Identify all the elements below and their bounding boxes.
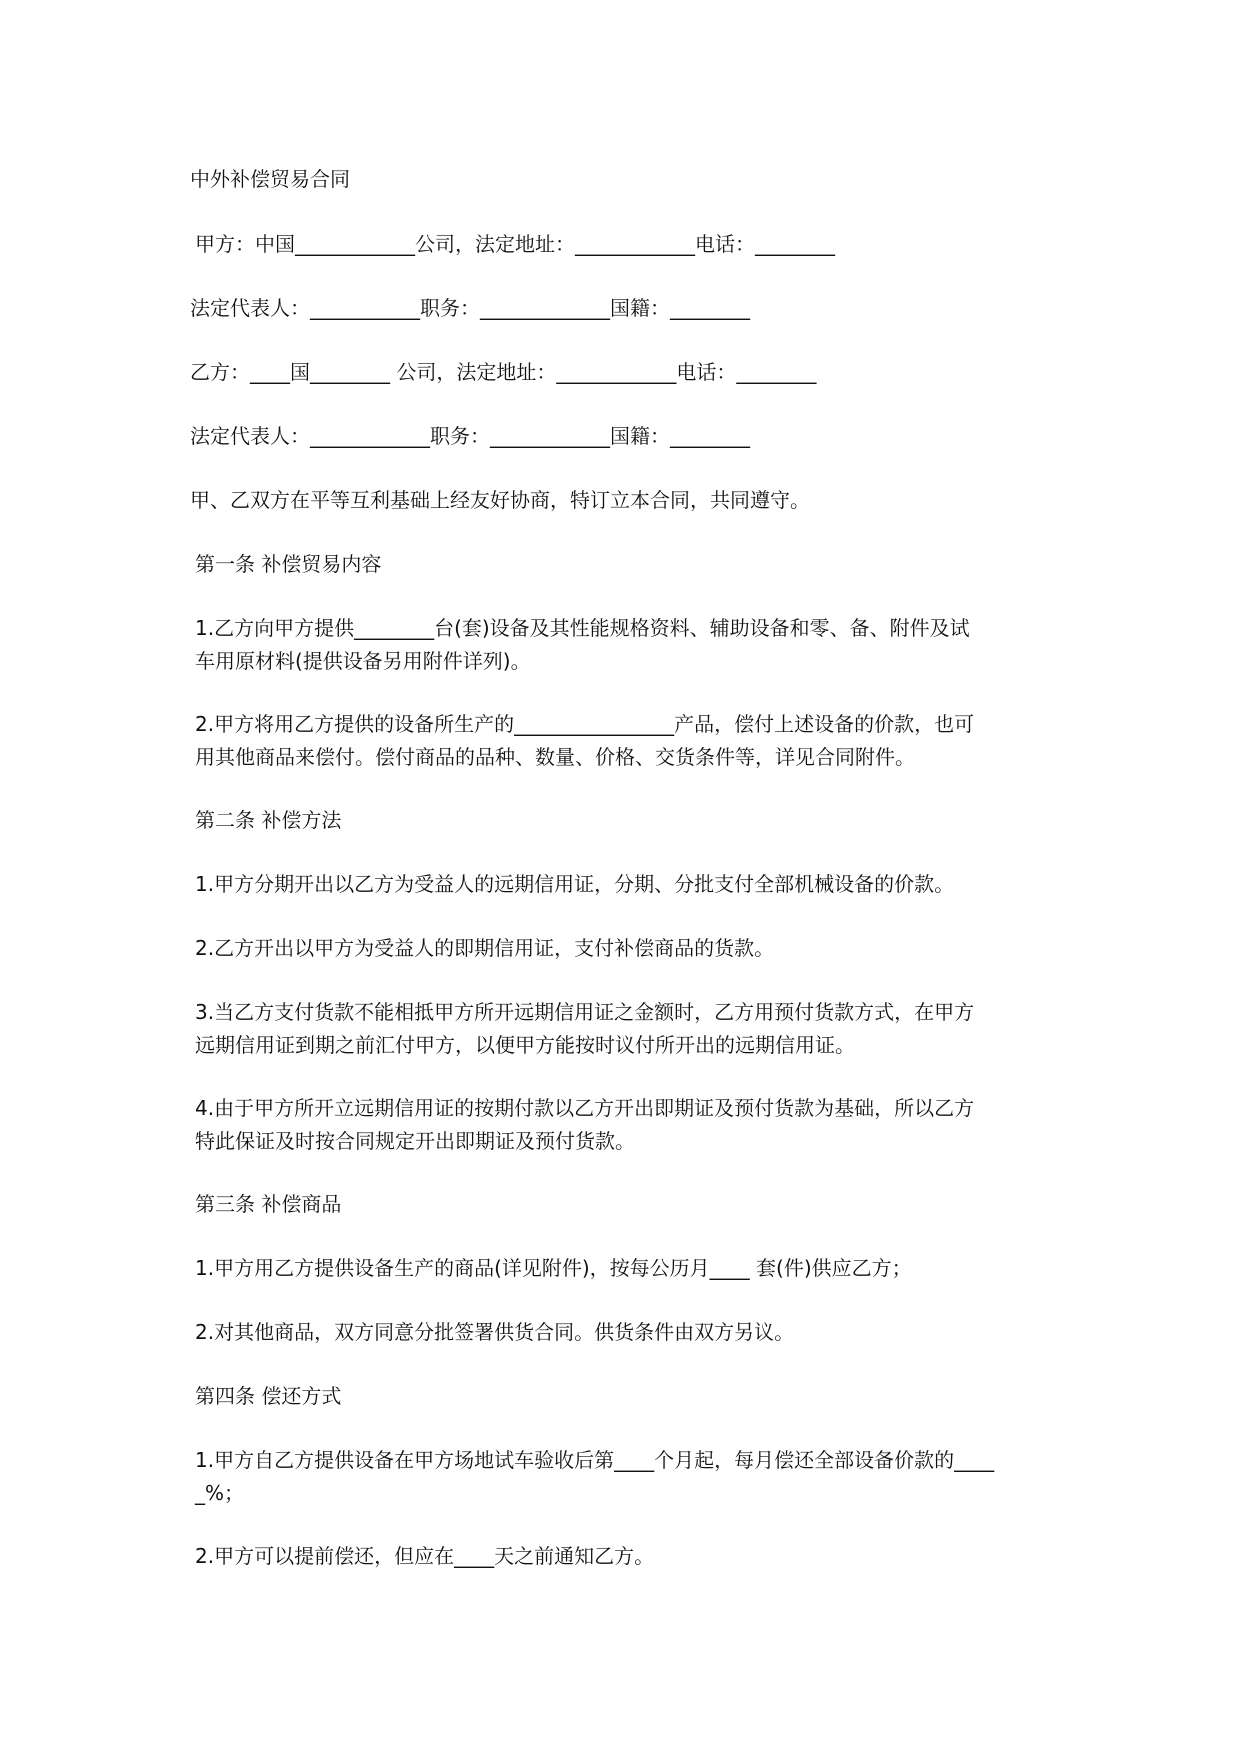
article-4-clause-2: 2.甲方可以提前偿还，但应在____天之前通知乙方。 [195,1544,655,1568]
article-3-clause-2: 2.对其他商品，双方同意分批签署供货合同。供货条件由双方另议。 [195,1320,795,1344]
article-2-clause-4: 4.由于甲方所开立远期信用证的按期付款以乙方开出即期证及预付货款为基础，所以乙方 特此保证及时按合同规定开出即期证及预付货款。 [195,1096,975,1153]
party-b-representative-line: 法定代表人：____________职务：____________国籍：________ [190,424,750,448]
party-a-representative-line: 法定代表人：___________职务：_____________国籍：________ [190,296,750,320]
article-2-heading: 第二条 补偿方法 [195,808,342,832]
article-1-clause-1: 1.乙方向甲方提供________台(套)设备及其性能规格资料、辅助设备和零、备、附件及试 车用原材料(提供设备另用附件详列)。 [195,616,970,673]
article-4-clause-1: 1.甲方自乙方提供设备在甲方场地试车验收后第____个月起，每月偿还全部设备价款的____ _%； [195,1448,995,1505]
article-3-heading: 第三条 补偿商品 [195,1192,342,1216]
party-b-line: 乙方：____国________ 公司，法定地址：____________电话：________ [190,360,817,384]
article-2-clause-2: 2.乙方开出以甲方为受益人的即期信用证，支付补偿商品的货款。 [195,936,775,960]
party-a-line: 甲方：中国____________公司，法定地址：____________电话：________ [195,232,835,256]
article-2-clause-1: 1.甲方分期开出以乙方为受益人的远期信用证，分期、分批支付全部机械设备的价款。 [195,872,955,896]
document-title: 中外补偿贸易合同 [190,167,350,191]
preamble: 甲、乙双方在平等互利基础上经友好协商，特订立本合同，共同遵守。 [190,488,810,512]
article-1-clause-2: 2.甲方将用乙方提供的设备所生产的________________产品，偿付上述设备的价款，也可 用其他商品来偿付。偿付商品的品种、数量、价格、交货条件等，详见合同附件。 [195,712,975,769]
article-4-heading: 第四条 偿还方式 [195,1384,342,1408]
article-3-clause-1: 1.甲方用乙方提供设备生产的商品(详见附件)，按每公历月____ 套(件)供应乙方； [195,1256,912,1280]
article-1-heading: 第一条 补偿贸易内容 [195,552,382,576]
article-2-clause-3: 3.当乙方支付货款不能相抵甲方所开远期信用证之金额时，乙方用预付货款方式，在甲方 远期信用证到期之前汇付甲方，以便甲方能按时议付所开出的远期信用证。 [195,1000,975,1057]
